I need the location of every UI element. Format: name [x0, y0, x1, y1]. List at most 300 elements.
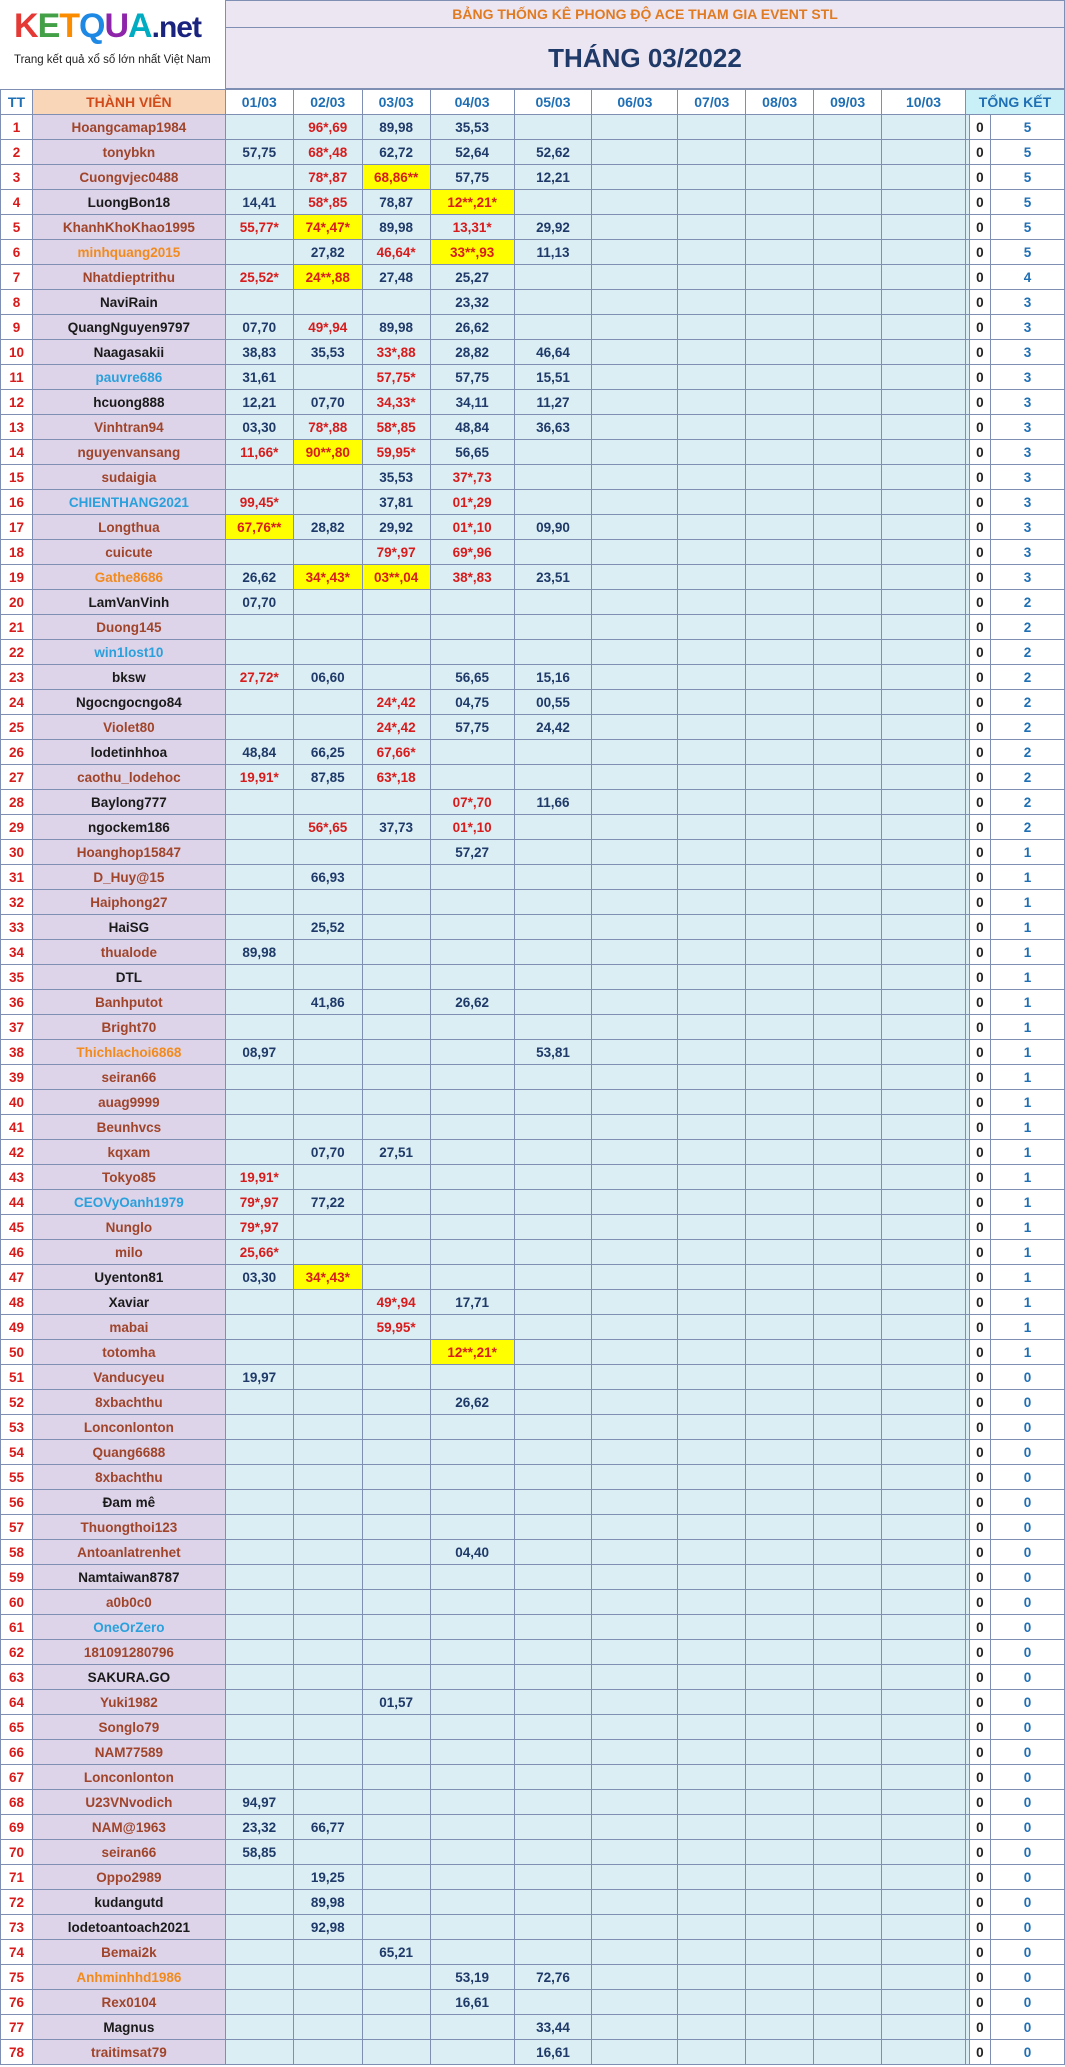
day-cell	[225, 1290, 293, 1315]
day-cell	[514, 315, 592, 340]
member-name[interactable]: Gathe8686	[32, 565, 225, 590]
day-cell-empty	[814, 940, 882, 965]
score-cell: 0	[969, 440, 990, 465]
day-cell: 15,51	[514, 365, 592, 390]
member-name[interactable]: OneOrZero	[32, 1615, 225, 1640]
day-cell: 28,82	[293, 515, 362, 540]
day-cell	[514, 590, 592, 615]
table-row	[1, 1790, 1065, 1815]
day-cell	[293, 1490, 362, 1515]
member-name[interactable]: totomha	[32, 1340, 225, 1365]
score-cell: 0	[969, 490, 990, 515]
total-cell: 0	[990, 1815, 1064, 1840]
day-cell-empty	[814, 740, 882, 765]
member-name[interactable]: Naagasakii	[32, 340, 225, 365]
day-cell	[293, 1040, 362, 1065]
total-cell: 0	[990, 1865, 1064, 1890]
day-cell-empty	[592, 890, 678, 915]
member-name[interactable]: U23VNvodich	[32, 1790, 225, 1815]
member-name[interactable]: 8xbachthu	[32, 1390, 225, 1415]
day-cell-empty	[678, 865, 746, 890]
total-cell: 5	[990, 115, 1064, 140]
member-name[interactable]: auag9999	[32, 1090, 225, 1115]
day-cell	[225, 1690, 293, 1715]
day-cell-empty	[678, 1790, 746, 1815]
day-cell	[514, 1690, 592, 1715]
score-cell: 0	[969, 315, 990, 340]
member-name[interactable]: LamVanVinh	[32, 590, 225, 615]
member-name[interactable]: D_Huy@15	[32, 865, 225, 890]
day-cell	[362, 1715, 430, 1740]
day-cell	[293, 1215, 362, 1240]
total-cell: 3	[990, 440, 1064, 465]
day-cell	[430, 965, 514, 990]
day-cell-empty	[882, 765, 966, 790]
score-cell: 0	[969, 540, 990, 565]
day-cell-empty	[678, 890, 746, 915]
day-cell	[514, 1640, 592, 1665]
page-title: BẢNG THỐNG KÊ PHONG ĐỘ ACE THAM GIA EVENT STL	[225, 0, 1065, 28]
total-cell: 0	[990, 1840, 1064, 1865]
day-cell-empty	[592, 1240, 678, 1265]
total-cell: 0	[990, 1565, 1064, 1590]
member-name[interactable]: Thuongthoi123	[32, 1515, 225, 1540]
day-cell-empty	[678, 215, 746, 240]
day-cell	[362, 915, 430, 940]
day-cell	[514, 290, 592, 315]
member-name[interactable]: pauvre686	[32, 365, 225, 390]
member-name[interactable]: Antoanlatrenhet	[32, 1540, 225, 1565]
member-name[interactable]: milo	[32, 1240, 225, 1265]
day-cell-empty	[814, 1890, 882, 1915]
member-name[interactable]: QuangNguyen9797	[32, 315, 225, 340]
day-cell-empty	[814, 1640, 882, 1665]
table-row	[1, 890, 1065, 915]
row-number: 4	[1, 190, 33, 215]
day-cell	[293, 1615, 362, 1640]
day-cell	[293, 1415, 362, 1440]
member-name[interactable]: seiran66	[32, 1840, 225, 1865]
day-cell-empty	[746, 1340, 814, 1365]
day-cell-empty	[882, 1815, 966, 1840]
member-name[interactable]: minhquang2015	[32, 240, 225, 265]
member-name[interactable]: Lonconlonton	[32, 1765, 225, 1790]
table-row	[1, 1840, 1065, 1865]
day-cell-empty	[814, 1115, 882, 1140]
logo-tagline: Trang kết quả xổ số lớn nhất Việt Nam	[14, 54, 211, 66]
day-cell	[293, 465, 362, 490]
day-cell	[430, 1890, 514, 1915]
day-cell	[293, 1965, 362, 1990]
member-name[interactable]: Tokyo85	[32, 1165, 225, 1190]
member-name[interactable]: Vanducyeu	[32, 1365, 225, 1390]
member-name[interactable]: DTL	[32, 965, 225, 990]
row-number: 28	[1, 790, 33, 815]
member-name[interactable]: sudaigia	[32, 465, 225, 490]
member-name[interactable]: Ngocngocngo84	[32, 690, 225, 715]
day-cell-empty	[592, 365, 678, 390]
day-cell	[225, 890, 293, 915]
day-cell-empty	[592, 965, 678, 990]
day-cell-empty	[882, 1615, 966, 1640]
member-name[interactable]: traitimsat79	[32, 2040, 225, 2065]
day-cell-empty	[592, 515, 678, 540]
day-cell-empty	[882, 1690, 966, 1715]
day-cell-empty	[882, 1990, 966, 2015]
col-header-day: 03/03	[362, 90, 430, 115]
site-logo[interactable]	[0, 0, 225, 89]
row-number: 74	[1, 1940, 33, 1965]
day-cell	[362, 1015, 430, 1040]
day-cell: 11,66*	[225, 440, 293, 465]
table-row	[1, 840, 1065, 865]
day-cell	[362, 615, 430, 640]
day-cell-empty	[592, 565, 678, 590]
day-cell: 49*,94	[293, 315, 362, 340]
member-name[interactable]: kqxam	[32, 1140, 225, 1165]
score-cell: 0	[969, 1990, 990, 2015]
day-cell-empty	[814, 115, 882, 140]
table-row	[1, 1990, 1065, 2015]
day-cell-empty	[882, 1365, 966, 1390]
score-cell: 0	[969, 1590, 990, 1615]
day-cell	[430, 1090, 514, 1115]
member-name[interactable]: Banhputot	[32, 990, 225, 1015]
day-cell	[362, 1615, 430, 1640]
day-cell-empty	[746, 1640, 814, 1665]
day-cell-empty	[746, 1915, 814, 1940]
member-name[interactable]: tonybkn	[32, 140, 225, 165]
day-cell-empty	[592, 1565, 678, 1590]
day-cell-empty	[882, 1415, 966, 1440]
member-name[interactable]: thualode	[32, 940, 225, 965]
day-cell	[430, 765, 514, 790]
day-cell	[362, 640, 430, 665]
day-cell: 08,97	[225, 1040, 293, 1065]
day-cell	[293, 1565, 362, 1590]
day-cell	[293, 1515, 362, 1540]
row-number: 8	[1, 290, 33, 315]
day-cell	[514, 865, 592, 890]
score-cell: 0	[969, 1690, 990, 1715]
logo-suffix: .net	[151, 11, 201, 44]
score-cell: 0	[969, 1140, 990, 1165]
member-name[interactable]: Hoangcamap1984	[32, 115, 225, 140]
day-cell-empty	[882, 1840, 966, 1865]
total-cell: 1	[990, 1065, 1064, 1090]
member-name[interactable]: cuicute	[32, 540, 225, 565]
day-cell-empty	[814, 1215, 882, 1240]
day-cell	[293, 1315, 362, 1340]
member-name[interactable]: Beunhvcs	[32, 1115, 225, 1140]
member-name[interactable]: 8xbachthu	[32, 1465, 225, 1490]
row-number: 3	[1, 165, 33, 190]
row-number: 29	[1, 815, 33, 840]
member-name[interactable]: CEOVyOanh1979	[32, 1190, 225, 1215]
member-name[interactable]: Haiphong27	[32, 890, 225, 915]
day-cell-empty	[814, 890, 882, 915]
member-name[interactable]: NAM@1963	[32, 1815, 225, 1840]
day-cell-empty	[882, 1490, 966, 1515]
day-cell	[362, 1340, 430, 1365]
day-cell	[293, 1940, 362, 1965]
score-cell: 0	[969, 215, 990, 240]
day-cell: 01*,10	[430, 815, 514, 840]
score-cell: 0	[969, 140, 990, 165]
member-name[interactable]: kudangutd	[32, 1890, 225, 1915]
day-cell-empty	[678, 340, 746, 365]
day-cell: 12**,21*	[430, 190, 514, 215]
member-name[interactable]: Longthua	[32, 515, 225, 540]
member-name[interactable]: Thichlachoi6868	[32, 1040, 225, 1065]
day-cell-empty	[746, 715, 814, 740]
day-cell-empty	[678, 590, 746, 615]
day-cell-empty	[592, 815, 678, 840]
day-cell-empty	[678, 1565, 746, 1590]
member-name[interactable]: KhanhKhoKhao1995	[32, 215, 225, 240]
day-cell-empty	[746, 915, 814, 940]
member-name[interactable]: Bemai2k	[32, 1940, 225, 1965]
member-name[interactable]: Yuki1982	[32, 1690, 225, 1715]
day-cell: 57,75	[430, 365, 514, 390]
logo-letter: U	[104, 7, 129, 45]
table-row	[1, 115, 1065, 140]
day-cell	[514, 1840, 592, 1865]
member-name[interactable]: Nunglo	[32, 1215, 225, 1240]
day-cell-empty	[678, 2015, 746, 2040]
member-name[interactable]: NAM77589	[32, 1740, 225, 1765]
day-cell: 19,91*	[225, 1165, 293, 1190]
member-name[interactable]: caothu_lodehoc	[32, 765, 225, 790]
day-cell-empty	[814, 715, 882, 740]
day-cell-empty	[882, 1765, 966, 1790]
row-number: 7	[1, 265, 33, 290]
day-cell	[293, 1065, 362, 1090]
member-name[interactable]: Nhatdieptrithu	[32, 265, 225, 290]
table-row	[1, 1665, 1065, 1690]
day-cell-empty	[592, 990, 678, 1015]
col-header-day: 04/03	[430, 90, 514, 115]
table-row	[1, 590, 1065, 615]
member-name[interactable]: a0b0c0	[32, 1590, 225, 1615]
day-cell-empty	[882, 590, 966, 615]
day-cell-empty	[746, 1165, 814, 1190]
day-cell-empty	[882, 1140, 966, 1165]
day-cell	[225, 990, 293, 1015]
day-cell: 46,64	[514, 340, 592, 365]
day-cell-empty	[592, 1540, 678, 1565]
day-cell-empty	[882, 790, 966, 815]
member-name[interactable]: Duong145	[32, 615, 225, 640]
member-name[interactable]: Xaviar	[32, 1290, 225, 1315]
table-row	[1, 1465, 1065, 1490]
table-row	[1, 965, 1065, 990]
table-row	[1, 1390, 1065, 1415]
row-number: 16	[1, 490, 33, 515]
day-cell-empty	[746, 215, 814, 240]
day-cell	[430, 740, 514, 765]
day-cell	[225, 1340, 293, 1365]
day-cell-empty	[592, 465, 678, 490]
member-name[interactable]: Oppo2989	[32, 1865, 225, 1890]
day-cell-empty	[814, 1240, 882, 1265]
day-cell-empty	[882, 390, 966, 415]
day-cell-empty	[592, 915, 678, 940]
member-name[interactable]: nguyenvansang	[32, 440, 225, 465]
member-name[interactable]: Quang6688	[32, 1440, 225, 1465]
day-cell: 78,87	[362, 190, 430, 215]
table-row	[1, 290, 1065, 315]
table-row	[1, 1890, 1065, 1915]
day-cell	[225, 1915, 293, 1940]
day-cell-empty	[814, 390, 882, 415]
day-cell-empty	[814, 1565, 882, 1590]
day-cell: 66,93	[293, 865, 362, 890]
member-name[interactable]: ngockem186	[32, 815, 225, 840]
day-cell-empty	[882, 890, 966, 915]
day-cell: 37*,73	[430, 465, 514, 490]
member-name[interactable]: Songlo79	[32, 1715, 225, 1740]
member-name[interactable]: Uyenton81	[32, 1265, 225, 1290]
day-cell-empty	[678, 1190, 746, 1215]
day-cell	[225, 1490, 293, 1515]
day-cell	[514, 1115, 592, 1140]
member-name[interactable]: NaviRain	[32, 290, 225, 315]
day-cell: 23,32	[225, 1815, 293, 1840]
day-cell	[293, 715, 362, 740]
member-name[interactable]: mabai	[32, 1315, 225, 1340]
day-cell	[514, 940, 592, 965]
row-number: 37	[1, 1015, 33, 1040]
member-name[interactable]: 181091280796	[32, 1640, 225, 1665]
member-name[interactable]: Lonconlonton	[32, 1415, 225, 1440]
day-cell-empty	[592, 1890, 678, 1915]
day-cell-empty	[678, 1415, 746, 1440]
member-name[interactable]: seiran66	[32, 1065, 225, 1090]
day-cell-empty	[746, 1590, 814, 1615]
day-cell-empty	[746, 1415, 814, 1440]
member-name[interactable]: lodetinhhoa	[32, 740, 225, 765]
day-cell-empty	[882, 940, 966, 965]
day-cell-empty	[678, 1740, 746, 1765]
day-cell-empty	[592, 1965, 678, 1990]
score-cell: 0	[969, 1890, 990, 1915]
day-cell-empty	[592, 1440, 678, 1465]
day-cell: 25,52*	[225, 265, 293, 290]
day-cell	[293, 840, 362, 865]
member-name[interactable]: Cuongvjec0488	[32, 165, 225, 190]
member-name[interactable]: Namtaiwan8787	[32, 1565, 225, 1590]
day-cell	[362, 1390, 430, 1415]
member-name[interactable]: Magnus	[32, 2015, 225, 2040]
day-cell	[362, 965, 430, 990]
day-cell-empty	[882, 1190, 966, 1215]
score-cell: 0	[969, 1915, 990, 1940]
day-cell-empty	[592, 665, 678, 690]
member-name[interactable]: LuongBon18	[32, 190, 225, 215]
day-cell-empty	[814, 165, 882, 190]
day-cell-empty	[592, 490, 678, 515]
total-cell: 0	[990, 2015, 1064, 2040]
day-cell	[514, 1615, 592, 1640]
day-cell	[362, 1565, 430, 1590]
day-cell	[225, 1315, 293, 1340]
day-cell-empty	[882, 915, 966, 940]
member-name[interactable]: Baylong777	[32, 790, 225, 815]
total-cell: 5	[990, 140, 1064, 165]
score-cell: 0	[969, 390, 990, 415]
member-name[interactable]: SAKURA.GO	[32, 1665, 225, 1690]
day-cell	[225, 1990, 293, 2015]
day-cell: 96*,69	[293, 115, 362, 140]
member-name[interactable]: Violet80	[32, 715, 225, 740]
member-name[interactable]: Anhminhhd1986	[32, 1965, 225, 1990]
score-cell: 0	[969, 190, 990, 215]
day-cell	[225, 790, 293, 815]
member-name[interactable]: Rex0104	[32, 1990, 225, 2015]
table-row	[1, 940, 1065, 965]
member-name[interactable]: win1lost10	[32, 640, 225, 665]
member-name[interactable]: Vinhtran94	[32, 415, 225, 440]
row-number: 44	[1, 1190, 33, 1215]
table-row	[1, 1690, 1065, 1715]
day-cell-empty	[592, 1415, 678, 1440]
day-cell-empty	[746, 1265, 814, 1290]
member-name[interactable]: Bright70	[32, 1015, 225, 1040]
day-cell: 27,72*	[225, 665, 293, 690]
day-cell	[362, 1265, 430, 1290]
day-cell-empty	[882, 1715, 966, 1740]
day-cell	[430, 1240, 514, 1265]
day-cell	[362, 1890, 430, 1915]
member-name[interactable]: Đam mê	[32, 1490, 225, 1515]
day-cell-empty	[592, 1615, 678, 1640]
day-cell	[514, 1665, 592, 1690]
member-name[interactable]: Hoanghop15847	[32, 840, 225, 865]
row-number: 77	[1, 2015, 33, 2040]
day-cell	[293, 1765, 362, 1790]
score-cell: 0	[969, 865, 990, 890]
day-cell	[225, 1540, 293, 1565]
day-cell-empty	[814, 340, 882, 365]
member-name[interactable]: CHIENTHANG2021	[32, 490, 225, 515]
day-cell-empty	[746, 1240, 814, 1265]
day-cell-empty	[814, 2040, 882, 2065]
member-name[interactable]: bksw	[32, 665, 225, 690]
col-header-member: THÀNH VIÊN	[32, 90, 225, 115]
day-cell: 25,52	[293, 915, 362, 940]
day-cell	[514, 1265, 592, 1290]
day-cell	[293, 1340, 362, 1365]
row-number: 64	[1, 1690, 33, 1715]
day-cell-empty	[592, 1390, 678, 1415]
score-cell: 0	[969, 165, 990, 190]
day-cell: 59,95*	[362, 440, 430, 465]
day-cell-empty	[746, 1215, 814, 1240]
day-cell-empty	[746, 1490, 814, 1515]
day-cell: 78*,87	[293, 165, 362, 190]
day-cell	[225, 1515, 293, 1540]
member-name[interactable]: hcuong888	[32, 390, 225, 415]
day-cell-empty	[882, 365, 966, 390]
row-number: 63	[1, 1665, 33, 1690]
member-name[interactable]: lodetoantoach2021	[32, 1915, 225, 1940]
day-cell-empty	[678, 1940, 746, 1965]
day-cell-empty	[678, 565, 746, 590]
member-name[interactable]: HaiSG	[32, 915, 225, 940]
day-cell-empty	[678, 415, 746, 440]
total-cell: 1	[990, 865, 1064, 890]
